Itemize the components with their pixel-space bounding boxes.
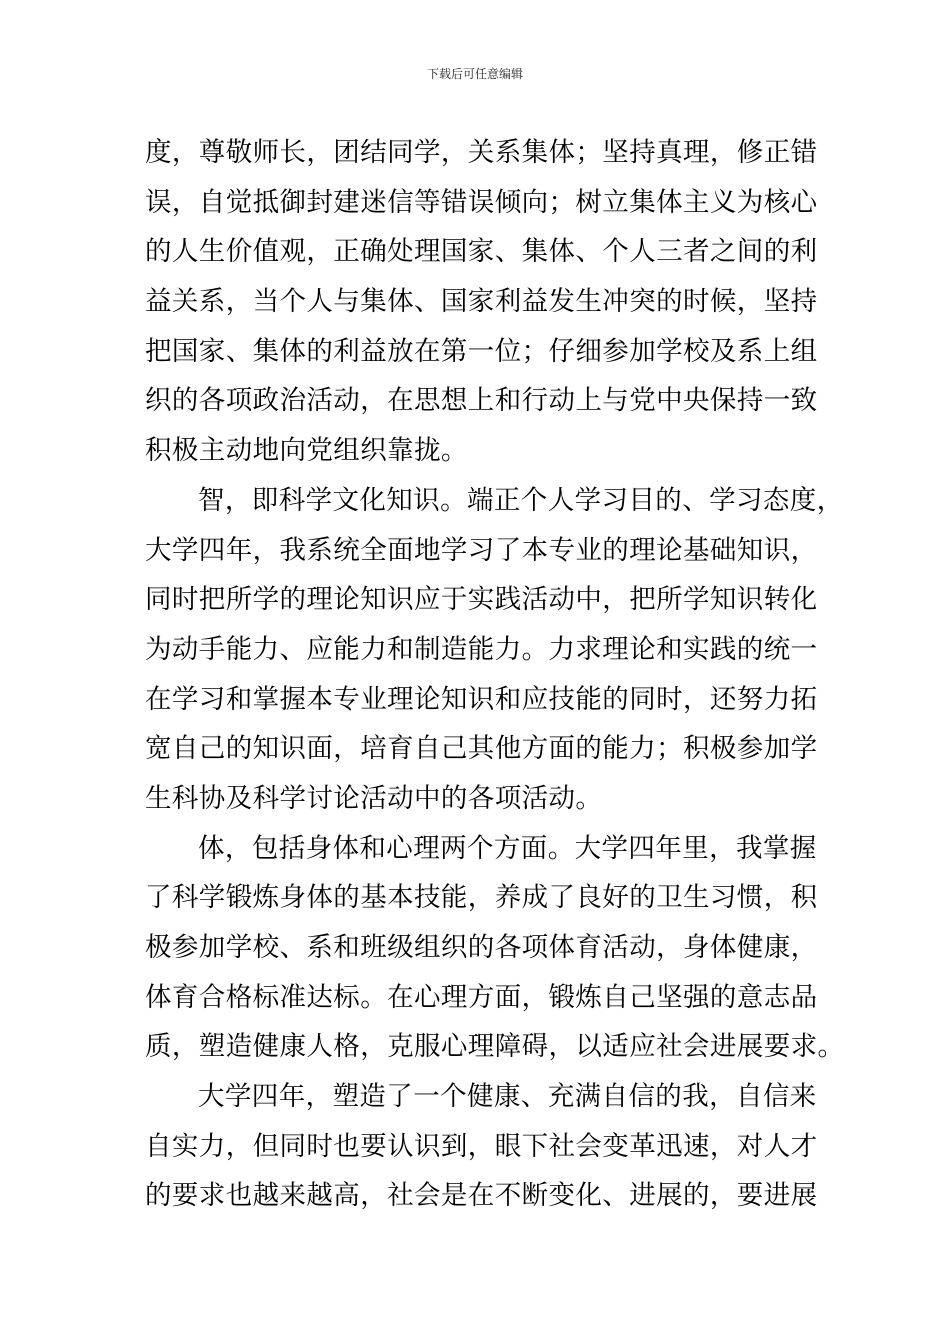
text-line: 大学四年，我系统全面地学习了本专业的理论基础知识， [145, 534, 818, 566]
text-line: 质，塑造健康人格，克服心理障碍，以适应社会进展要求。 [145, 1031, 845, 1063]
text-line: 在学习和掌握本专业理论知识和应技能的同时，还努力拓 [145, 683, 818, 715]
text-line: 自实力，但同时也要认识到，眼下社会变革迅速，对人才 [145, 1130, 818, 1162]
text-line: 织的各项政治活动，在思想上和行动上与党中央保持一致 [145, 385, 818, 417]
text-line: 积极主动地向党组织靠拢。 [145, 435, 468, 467]
text-line: 度，尊敬师长，团结同学，关系集体；坚持真理，修正错 [145, 137, 818, 168]
text-line: 益关系，当个人与集体、国家利益发生冲突的时候，坚持 [145, 286, 818, 318]
text-line: 智，即科学文化知识。端正个人学习目的、学习态度， [198, 484, 844, 516]
text-line: 生科协及科学讨论活动中的各项活动。 [145, 782, 603, 814]
text-line: 的人生价值观，正确处理国家、集体、个人三者之间的利 [145, 236, 818, 268]
text-line: 为动手能力、应能力和制造能力。力求理论和实践的统一 [145, 633, 818, 665]
text-line: 同时把所学的理论知识应于实践活动中，把所学知识转化 [145, 584, 818, 616]
text-line: 体育合格标准达标。在心理方面，锻炼自己坚强的意志品 [145, 981, 818, 1013]
text-line: 误，自觉抵御封建迷信等错误倾向；树立集体主义为核心 [145, 186, 818, 218]
text-line: 宽自己的知识面，培育自己其他方面的能力；积极参加学 [145, 733, 818, 765]
text-line: 极参加学校、系和班级组织的各项体育活动，身体健康， [145, 932, 818, 963]
text-line: 大学四年，塑造了一个健康、充满自信的我，自信来 [198, 1081, 817, 1113]
text-line: 把国家、集体的利益放在第一位；仔细参加学校及系上组 [145, 335, 818, 367]
text-line: 的要求也越来越高，社会是在不断变化、进展的，要进展 [145, 1180, 818, 1212]
page-header: 下载后可任意编辑 [426, 67, 523, 81]
text-line: 了科学锻炼身体的基本技能，养成了良好的卫生习惯，积 [145, 882, 818, 914]
body-text [145, 128, 845, 1221]
text-line: 体，包括身体和心理两个方面。大学四年里，我掌握 [198, 832, 817, 864]
